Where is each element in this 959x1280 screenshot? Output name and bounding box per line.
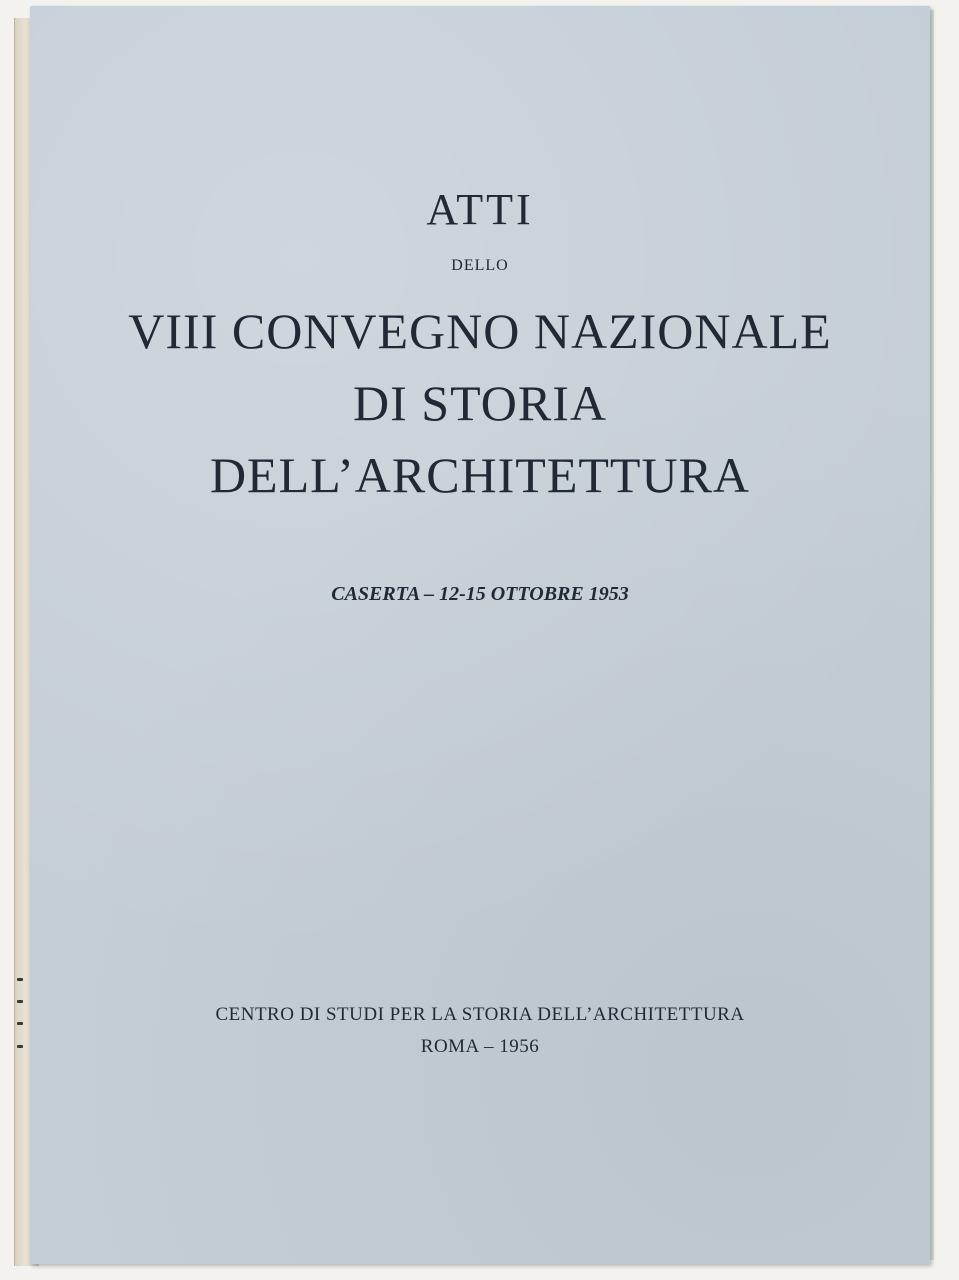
cover-place-year: ROMA – 1956 — [420, 1036, 540, 1057]
spine-mark — [17, 1022, 23, 1025]
cover-heading: ATTI — [426, 185, 534, 234]
cover-event-line: CASERTA – 12-15 OTTOBRE 1953 — [331, 583, 629, 605]
cover-connector: DELLO — [451, 257, 509, 274]
book-cover — [30, 6, 930, 1264]
cover-title-line-3: DELL’ARCHITETTURA — [209, 447, 751, 503]
spine-mark — [17, 1000, 23, 1003]
spine-mark — [17, 1045, 23, 1048]
spine-mark — [17, 978, 23, 981]
cover-title-line-2: DI STORIA — [353, 375, 607, 431]
cover-title-line-1: VIII CONVEGNO NAZIONALE — [128, 303, 832, 359]
cover-publisher: CENTRO DI STUDI PER LA STORIA DELL’ARCHITETTURA — [215, 1004, 745, 1025]
